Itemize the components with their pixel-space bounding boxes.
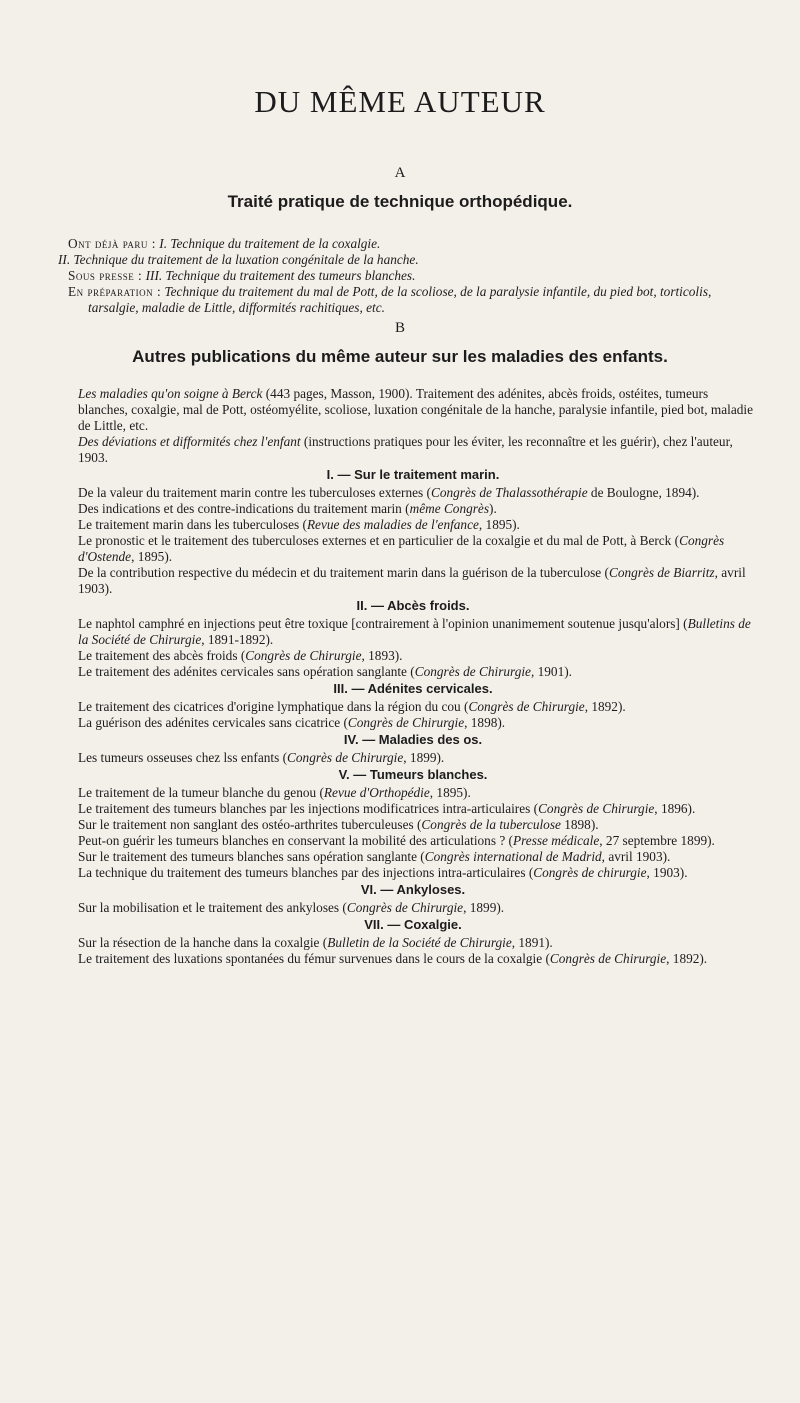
entry-reference: Revue des maladies de l'enfance	[306, 517, 479, 532]
entry-text: Le naphtol camphré en injections peut être toxique [contrairement à l'opinion unanimement soutenue jusqu'alors]	[78, 616, 680, 631]
list-item: Le traitement des adénites cervicales sans opération sanglante (Congrès de Chirurgie, 1901).	[78, 664, 572, 679]
entry-date: , 1892).	[666, 951, 708, 966]
entry-date: , 1893).	[361, 648, 403, 663]
list-item: Le traitement marin dans les tuberculoses (Revue des maladies de l'enfance, 1895).	[78, 517, 520, 532]
entry-reference: Congrès de la tuberculose	[421, 817, 561, 832]
page-title: DU MÊME AUTEUR	[254, 84, 546, 119]
group-heading: II. — Abcès froids.	[356, 598, 470, 613]
list-item: Sur le traitement non sanglant des ostéo-arthrites tuberculeuses (Congrès de la tuberculose 1898).	[78, 817, 599, 832]
entry-date: , 1901).	[530, 664, 572, 679]
line-label: En préparation :	[68, 284, 162, 299]
intro-paragraph	[68, 434, 758, 466]
group-heading: V. — Tumeurs blanches.	[338, 767, 488, 782]
group-heading: VI. — Ankyloses.	[360, 882, 466, 897]
entry-date: , 27 septembre 1899).	[599, 833, 715, 848]
entry-reference: Congrès de Thalassothérapie	[430, 485, 588, 500]
entry-date: , 1895).	[429, 785, 471, 800]
entry-date: , avril 1903).	[78, 565, 746, 596]
entry-text: La technique du traitement des tumeurs blanches par des injections intra-articulaires	[78, 865, 526, 880]
list-item: Sur la mobilisation et le traitement des ankyloses (Congrès de Chirurgie, 1899).	[78, 900, 505, 915]
entry-date: , 1895).	[478, 517, 520, 532]
list-item: Les tumeurs osseuses chez lss enfants (Congrès de Chirurgie, 1899).	[78, 750, 445, 765]
entry-date: , 1895).	[131, 549, 173, 564]
section-a-heading: Traité pratique de technique orthopédique.	[227, 192, 573, 211]
entry-date: , 1892).	[584, 699, 626, 714]
list-item	[68, 284, 758, 316]
list-item: Le traitement de la tumeur blanche du genou (Revue d'Orthopédie, 1895).	[78, 785, 471, 800]
entry-reference: Bulletin de la Société de Chirurgie	[327, 935, 512, 950]
entry-reference: Congrès de Chirurgie	[346, 900, 464, 915]
entry-reference: Congrès de chirurgie	[533, 865, 647, 880]
list-item: La technique du traitement des tumeurs blanches par des injections intra-articulaires (Congrès de chirurgie, 1903).	[78, 865, 688, 880]
list-item: La guérison des adénites cervicales sans cicatrice (Congrès de Chirurgie, 1898).	[78, 715, 506, 730]
group-heading: I. — Sur le traitement marin.	[326, 467, 500, 482]
list-item	[58, 252, 758, 268]
entry-text: Le traitement des abcès froids	[78, 648, 238, 663]
entry-reference: même Congrès	[409, 501, 490, 516]
entry-text: La guérison des adénites cervicales sans cicatrice	[78, 715, 341, 730]
line-text: III. Technique du traitement des tumeurs blanches.	[145, 268, 416, 283]
entry-date: ).	[489, 501, 497, 516]
list-item: Le traitement des luxations spontanées du fémur survenues dans le cours de la coxalgie (Congrès de Chirurgie, 1892).	[78, 951, 708, 966]
entry-reference: Congrès de Chirurgie	[245, 648, 362, 663]
entry-reference: Congrès international de Madrid	[424, 849, 602, 864]
list-item	[68, 268, 758, 284]
list-item: Des indications et des contre-indications du traitement marin (même Congrès).	[78, 501, 497, 516]
entry-reference: Congrès d'Ostende	[78, 533, 725, 564]
entry-text: Le traitement marin dans les tuberculoses	[78, 517, 300, 532]
list-item: Peut-on guérir les tumeurs blanches en conservant la mobilité des articulations ? (Presse médicale, 27 septembre 1899).	[78, 833, 715, 848]
entry-text: De la contribution respective du médecin et du traitement marin dans la guérison de la tuberculose	[78, 565, 602, 580]
entry-date: , avril 1903).	[601, 849, 671, 864]
intro-text: (443 pages, Masson, 1900). Traitement des adénites, abcès froids, ostéites, tumeurs blanches, coxalgie, mal de Pott, ostéomyélite, scoliose, luxation congénitale de la hanche, paralysie infantile, pied bot, maladie de Little, etc.	[78, 386, 753, 433]
list-item: Le traitement des cicatrices d'origine lymphatique dans la région du cou (Congrès de Chirurgie, 1892).	[78, 699, 626, 714]
section-b-heading: Autres publications du même auteur sur les maladies des enfants.	[132, 347, 668, 366]
intro-title: Des déviations et difformités chez l'enfant	[78, 434, 301, 449]
section-b-body	[68, 386, 758, 967]
intro-paragraph	[68, 386, 758, 434]
entry-date: de Boulogne, 1894).	[587, 485, 700, 500]
entry-date: , 1891).	[511, 935, 553, 950]
line-text: II. Technique du traitement de la luxation congénitale de la hanche.	[58, 252, 419, 267]
entry-date: , 1899).	[463, 900, 505, 915]
list-item: Sur la résection de la hanche dans la coxalgie (Bulletin de la Société de Chirurgie, 1891).	[78, 935, 553, 950]
entry-text: Les tumeurs osseuses chez lss enfants	[78, 750, 280, 765]
list-item: De la valeur du traitement marin contre les tuberculoses externes (Congrès de Thalassothérapie de Boulogne, 1894).	[78, 485, 700, 500]
list-item: De la contribution respective du médecin et du traitement marin dans la guérison de la tuberculose (Congrès de Biarritz, avril 1903).	[78, 565, 746, 596]
entry-text: Le traitement des tumeurs blanches par les injections modificatrices intra-articulaires	[78, 801, 531, 816]
group-heading: VII. — Coxalgie.	[364, 917, 462, 932]
entry-text: Sur la résection de la hanche dans la coxalgie	[78, 935, 320, 950]
list-item	[68, 236, 758, 252]
list-item: Le pronostic et le traitement des tuberculoses externes et en particulier de la coxalgie et du mal de Pott, à Berck (Congrès d'Ostende, 1895).	[78, 533, 725, 564]
entry-date: , 1896).	[654, 801, 696, 816]
entry-date: , 1898).	[464, 715, 506, 730]
line-label: Ont déjà paru :	[68, 236, 156, 251]
line-label: Sous presse :	[68, 268, 143, 283]
entry-date: 1898).	[560, 817, 599, 832]
section-a-list	[58, 236, 758, 316]
entry-reference: Presse médicale	[513, 833, 600, 848]
entry-reference: Congrès de Chirurgie	[468, 699, 585, 714]
list-item: Sur le traitement des tumeurs blanches sans opération sanglante (Congrès international de Madrid, avril 1903).	[78, 849, 671, 864]
entry-reference: Congrès de Chirurgie	[347, 715, 465, 730]
entry-reference: Revue d'Orthopédie	[323, 785, 430, 800]
list-item: Le naphtol camphré en injections peut être toxique [contrairement à l'opinion unanimement soutenue jusqu'alors] (Bulletins de la Société de Chirurgie, 1891-1892).	[78, 616, 751, 647]
entry-date: , 1891-1892).	[201, 632, 274, 647]
entry-reference: Congrès de Chirurgie	[287, 750, 404, 765]
group-heading: III. — Adénites cervicales.	[333, 681, 493, 696]
group-heading: IV. — Maladies des os.	[343, 732, 483, 747]
entry-text: Des indications et des contre-indications du traitement marin	[78, 501, 402, 516]
entry-text: Sur le traitement des tumeurs blanches sans opération sanglante	[78, 849, 417, 864]
entry-text: De la valeur du traitement marin contre les tuberculoses externes	[78, 485, 424, 500]
intro-text: (instructions pratiques pour les éviter, les reconnaître et les guérir), chez l'auteur, 1903.	[78, 434, 733, 465]
intro-title: Les maladies qu'on soigne à Berck	[78, 386, 263, 401]
line-text: Technique du traitement du mal de Pott, de la scoliose, de la paralysie infantile, du pied bot, torticolis, tarsalgie, maladie de Little, difformités rachitiques, etc.	[88, 284, 712, 315]
list-item: Le traitement des abcès froids (Congrès de Chirurgie, 1893).	[78, 648, 403, 663]
entry-text: Le traitement des luxations spontanées du fémur survenues dans le cours de la coxalgie	[78, 951, 543, 966]
entry-text: Le traitement de la tumeur blanche du genou	[78, 785, 317, 800]
entry-text: Le pronostic et le traitement des tuberculoses externes et en particulier de la coxalgie et du mal de Pott, à Berck	[78, 533, 672, 548]
entry-date: , 1903).	[646, 865, 688, 880]
entry-reference: Congrès de Biarritz	[608, 565, 715, 580]
entry-reference: Congrès de Chirurgie	[414, 664, 531, 679]
entry-reference: Bulletins de la Société de Chirurgie	[78, 616, 751, 647]
entry-text: Sur le traitement non sanglant des ostéo-arthrites tuberculeuses	[78, 817, 414, 832]
entry-reference: Congrès de Chirurgie	[538, 801, 655, 816]
entry-text: Peut-on guérir les tumeurs blanches en conservant la mobilité des articulations ?	[78, 833, 506, 848]
entry-text: Sur la mobilisation et le traitement des ankyloses	[78, 900, 340, 915]
entry-reference: Congrès de Chirurgie	[549, 951, 667, 966]
list-item: Le traitement des tumeurs blanches par les injections modificatrices intra-articulaires (Congrès de Chirurgie, 1896).	[78, 801, 696, 816]
entry-date: , 1899).	[403, 750, 445, 765]
entry-text: Le traitement des cicatrices d'origine lymphatique dans la région du cou	[78, 699, 461, 714]
section-b-letter: B	[394, 320, 405, 336]
entry-text: Le traitement des adénites cervicales sans opération sanglante	[78, 664, 407, 679]
line-text: I. Technique du traitement de la coxalgie.	[159, 236, 381, 251]
section-a-letter: A	[394, 165, 406, 181]
